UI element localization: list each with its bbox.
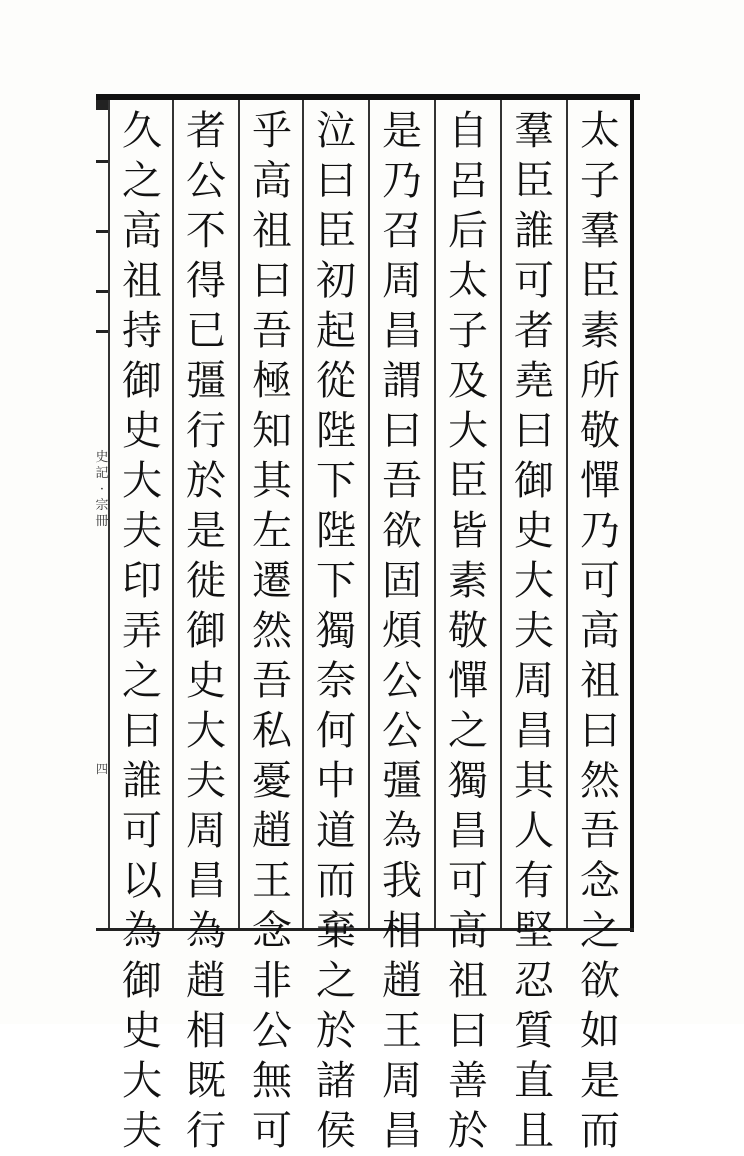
text-character: 諸	[316, 1058, 356, 1104]
spine-mark-top	[96, 100, 108, 110]
text-character: 相	[186, 1008, 226, 1054]
text-character: 高	[252, 158, 292, 204]
text-character: 欲	[382, 508, 422, 554]
text-character: 憚	[580, 458, 620, 504]
text-character: 史	[186, 658, 226, 704]
text-character: 既	[186, 1058, 226, 1104]
text-character: 私	[252, 708, 292, 754]
spine-mark	[96, 290, 108, 293]
text-character: 其	[514, 758, 554, 804]
column-divider	[172, 100, 174, 928]
text-character: 可	[122, 808, 162, 854]
text-character: 侯	[316, 1108, 356, 1154]
text-character: 高	[580, 608, 620, 654]
text-character: 素	[580, 308, 620, 354]
text-character: 謂	[382, 358, 422, 404]
text-character: 從	[316, 358, 356, 404]
text-character: 曰	[514, 408, 554, 454]
text-character: 非	[252, 958, 292, 1004]
text-character: 昌	[448, 808, 488, 854]
text-character: 史	[514, 508, 554, 554]
text-character: 我	[382, 858, 422, 904]
text-character: 曰	[122, 708, 162, 754]
text-character: 自	[448, 108, 488, 154]
text-character: 然	[580, 758, 620, 804]
text-character: 知	[252, 408, 292, 454]
text-character: 乎	[252, 108, 292, 154]
column-divider	[108, 100, 110, 928]
text-character: 吾	[382, 458, 422, 504]
text-character: 皆	[448, 508, 488, 554]
text-character: 之	[448, 708, 488, 754]
text-character: 夫	[122, 508, 162, 554]
text-character: 呂	[448, 158, 488, 204]
text-column-3	[440, 106, 496, 1154]
text-character: 泣	[316, 108, 356, 154]
text-character: 大	[122, 458, 162, 504]
text-character: 彊	[382, 758, 422, 804]
text-character: 素	[448, 558, 488, 604]
text-character: 可	[448, 858, 488, 904]
text-character: 御	[514, 458, 554, 504]
text-character: 憚	[448, 658, 488, 704]
text-character: 臣	[448, 458, 488, 504]
text-column-7	[178, 106, 234, 1154]
text-character: 久	[122, 108, 162, 154]
text-character: 獨	[316, 608, 356, 654]
text-character: 持	[122, 308, 162, 354]
text-character: 而	[580, 1108, 620, 1154]
text-character: 而	[316, 858, 356, 904]
text-character: 子	[448, 308, 488, 354]
spine-title: 史記·宗冊	[95, 450, 109, 529]
text-character: 善	[448, 1058, 488, 1104]
spine-mark	[96, 160, 108, 163]
text-character: 忍	[514, 958, 554, 1004]
frame-right-border	[630, 94, 634, 932]
text-character: 吾	[580, 808, 620, 854]
text-character: 弄	[122, 608, 162, 654]
text-column-8	[114, 106, 170, 1154]
text-character: 於	[316, 1008, 356, 1054]
text-character: 於	[448, 1108, 488, 1154]
text-character: 不	[186, 208, 226, 254]
text-character: 堅	[514, 908, 554, 954]
text-character: 憂	[252, 758, 292, 804]
text-character: 高	[122, 208, 162, 254]
text-character: 敬	[448, 608, 488, 654]
text-character: 御	[122, 958, 162, 1004]
text-character: 於	[186, 458, 226, 504]
text-character: 下	[316, 558, 356, 604]
text-character: 之	[580, 908, 620, 954]
text-character: 太	[448, 258, 488, 304]
spine-mark	[96, 330, 108, 333]
text-character: 子	[580, 158, 620, 204]
text-character: 獨	[448, 758, 488, 804]
text-character: 可	[580, 558, 620, 604]
text-character: 為	[382, 808, 422, 854]
text-character: 可	[514, 258, 554, 304]
text-character: 羣	[514, 108, 554, 154]
column-divider	[566, 100, 568, 928]
text-character: 趙	[252, 808, 292, 854]
text-character: 如	[580, 1008, 620, 1054]
text-character: 人	[514, 808, 554, 854]
text-character: 周	[514, 658, 554, 704]
text-character: 夫	[122, 1108, 162, 1154]
text-character: 所	[580, 358, 620, 404]
text-character: 陛	[316, 508, 356, 554]
text-character: 已	[186, 308, 226, 354]
text-character: 以	[122, 858, 162, 904]
text-character: 堯	[514, 358, 554, 404]
text-character: 史	[122, 408, 162, 454]
text-character: 高	[448, 908, 488, 954]
text-character: 祖	[122, 258, 162, 304]
text-character: 公	[186, 158, 226, 204]
text-character: 其	[252, 458, 292, 504]
text-character: 之	[122, 158, 162, 204]
text-character: 趙	[382, 958, 422, 1004]
text-character: 有	[514, 858, 554, 904]
text-character: 御	[186, 608, 226, 654]
text-character: 何	[316, 708, 356, 754]
text-character: 祖	[448, 958, 488, 1004]
column-divider	[238, 100, 240, 928]
text-character: 是	[580, 1058, 620, 1104]
text-character: 祖	[580, 658, 620, 704]
text-character: 及	[448, 358, 488, 404]
text-character: 大	[448, 408, 488, 454]
text-character: 公	[252, 1008, 292, 1054]
text-character: 敬	[580, 408, 620, 454]
text-character: 大	[186, 708, 226, 754]
text-character: 誰	[122, 758, 162, 804]
text-character: 曰	[448, 1008, 488, 1054]
text-column-5	[308, 106, 364, 1154]
text-character: 太	[580, 108, 620, 154]
text-character: 乃	[382, 158, 422, 204]
text-character: 得	[186, 258, 226, 304]
text-character: 念	[580, 858, 620, 904]
text-character: 曰	[252, 258, 292, 304]
text-character: 吾	[252, 658, 292, 704]
text-character: 昌	[382, 1108, 422, 1154]
text-character: 王	[382, 1008, 422, 1054]
text-character: 羣	[580, 208, 620, 254]
text-character: 臣	[514, 158, 554, 204]
text-character: 彊	[186, 358, 226, 404]
text-character: 煩	[382, 608, 422, 654]
spine-page-number: 四	[95, 762, 108, 776]
text-character: 棄	[316, 908, 356, 954]
text-character: 徙	[186, 558, 226, 604]
text-character: 臣	[316, 208, 356, 254]
column-divider	[302, 100, 304, 928]
text-character: 之	[316, 958, 356, 1004]
text-character: 周	[382, 258, 422, 304]
text-character: 直	[514, 1058, 554, 1104]
text-character: 周	[186, 808, 226, 854]
text-character: 公	[382, 708, 422, 754]
text-character: 行	[186, 1108, 226, 1154]
text-character: 道	[316, 808, 356, 854]
text-column-4	[374, 106, 430, 1154]
text-character: 且	[514, 1108, 554, 1154]
text-character: 欲	[580, 958, 620, 1004]
text-character: 祖	[252, 208, 292, 254]
text-character: 奈	[316, 658, 356, 704]
text-character: 陛	[316, 408, 356, 454]
text-character: 吾	[252, 308, 292, 354]
text-character: 固	[382, 558, 422, 604]
text-character: 左	[252, 508, 292, 554]
text-character: 者	[514, 308, 554, 354]
text-character: 曰	[382, 408, 422, 454]
text-character: 印	[122, 558, 162, 604]
column-divider	[434, 100, 436, 928]
text-column-2	[506, 106, 562, 1154]
text-character: 趙	[186, 958, 226, 1004]
text-character: 王	[252, 858, 292, 904]
text-character: 為	[186, 908, 226, 954]
text-character: 初	[316, 258, 356, 304]
text-character: 行	[186, 408, 226, 454]
text-column-1	[572, 106, 628, 1154]
spine-mark	[96, 230, 108, 233]
text-character: 御	[122, 358, 162, 404]
text-character: 曰	[580, 708, 620, 754]
text-character: 無	[252, 1058, 292, 1104]
text-column-6	[244, 106, 300, 1154]
column-divider	[368, 100, 370, 928]
text-character: 夫	[186, 758, 226, 804]
text-character: 極	[252, 358, 292, 404]
text-character: 念	[252, 908, 292, 954]
text-character: 誰	[514, 208, 554, 254]
text-character: 可	[252, 1108, 292, 1154]
text-character: 為	[122, 908, 162, 954]
text-character: 者	[186, 108, 226, 154]
text-character: 昌	[382, 308, 422, 354]
text-character: 乃	[580, 508, 620, 554]
text-character: 相	[382, 908, 422, 954]
text-character: 周	[382, 1058, 422, 1104]
text-character: 昌	[186, 858, 226, 904]
text-character: 起	[316, 308, 356, 354]
text-character: 曰	[316, 158, 356, 204]
text-character: 大	[122, 1058, 162, 1104]
text-character: 后	[448, 208, 488, 254]
text-character: 遷	[252, 558, 292, 604]
text-character: 臣	[580, 258, 620, 304]
text-character: 史	[122, 1008, 162, 1054]
text-character: 大	[514, 558, 554, 604]
text-character: 夫	[514, 608, 554, 654]
text-character: 公	[382, 658, 422, 704]
text-character: 質	[514, 1008, 554, 1054]
column-divider	[500, 100, 502, 928]
text-character: 中	[316, 758, 356, 804]
text-character: 之	[122, 658, 162, 704]
text-character: 是	[382, 108, 422, 154]
text-character: 召	[382, 208, 422, 254]
text-character: 下	[316, 458, 356, 504]
text-character: 然	[252, 608, 292, 654]
text-character: 是	[186, 508, 226, 554]
text-character: 昌	[514, 708, 554, 754]
